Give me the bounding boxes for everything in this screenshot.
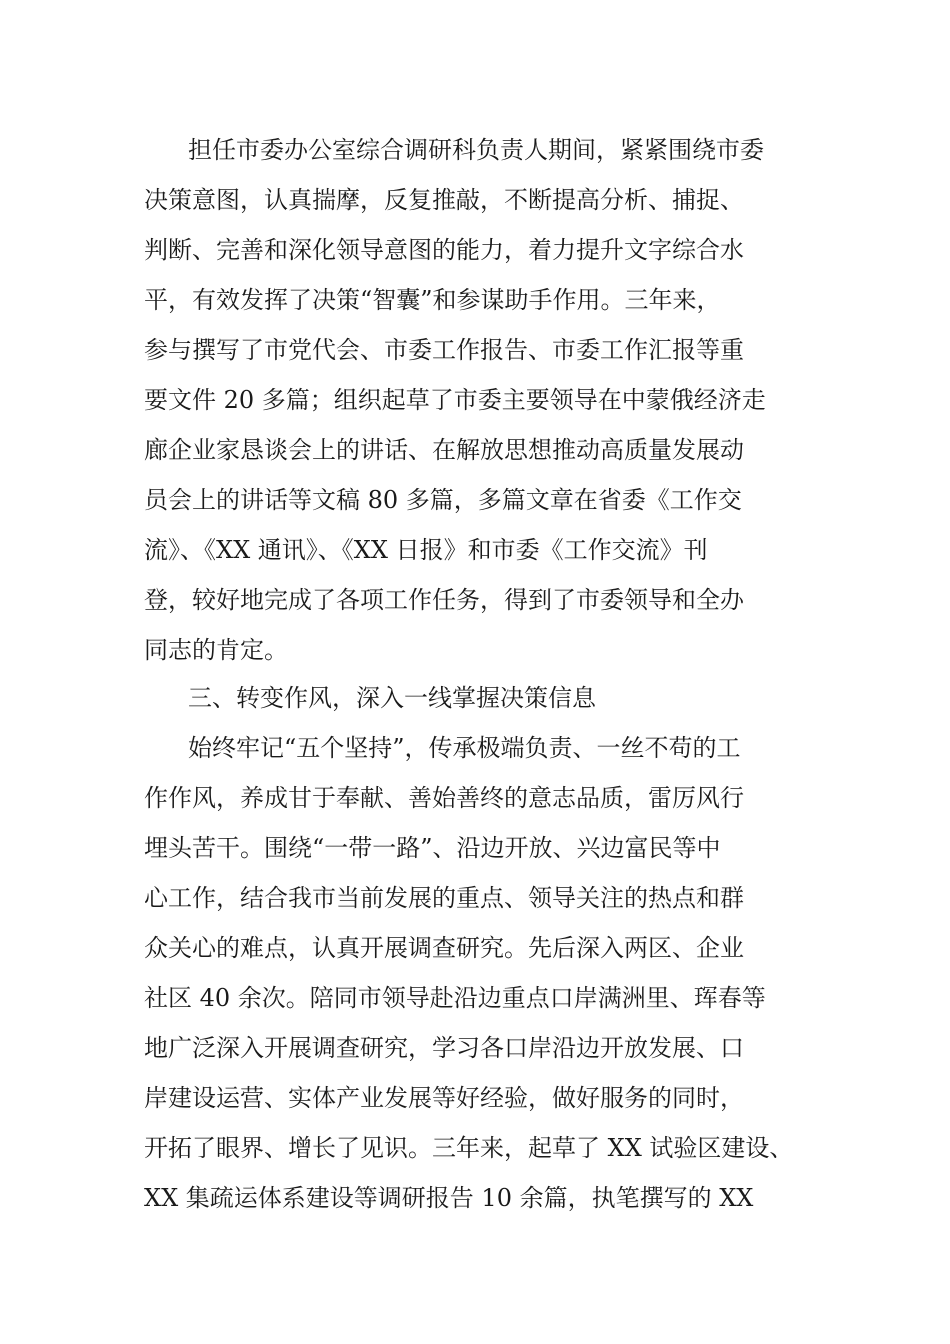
text-line: 登，较好地完成了各项工作任务，得到了市委领导和全办 <box>144 586 744 614</box>
text-line: 要文件 20 多篇；组织起草了市委主要领导在中蒙俄经济走 <box>144 386 766 414</box>
text-line: 员会上的讲话等文稿 80 多篇，多篇文章在省委《工作交 <box>144 486 742 514</box>
text-line: 流》、《XX 通讯》、《XX 日报》和市委《工作交流》刊 <box>144 536 708 564</box>
text-line: 判断、完善和深化领导意图的能力，着力提升文字综合水 <box>144 236 744 264</box>
text-line: 埋头苦干。围绕“一带一路”、沿边开放、兴边富民等中 <box>144 834 721 862</box>
text-line: 作作风，养成甘于奉献、善始善终的意志品质，雷厉风行 <box>144 784 744 812</box>
text-line: 地广泛深入开展调查研究，学习各口岸沿边开放发展、口 <box>144 1034 744 1062</box>
text-line: 始终牢记“五个坚持”，传承极端负责、一丝不苟的工 <box>188 734 741 762</box>
text-line: 决策意图，认真揣摩，反复推敲，不断提高分析、捕捉、 <box>144 186 744 214</box>
text-line: 参与撰写了市党代会、市委工作报告、市委工作汇报等重 <box>144 336 744 364</box>
text-line: 担任市委办公室综合调研科负责人期间，紧紧围绕市委 <box>188 136 764 164</box>
text-line: 社区 40 余次。陪同市领导赴沿边重点口岸满洲里、珲春等 <box>144 984 766 1012</box>
text-line: 平，有效发挥了决策“智囊”和参谋助手作用。三年来， <box>144 286 721 314</box>
text-line: XX 集疏运体系建设等调研报告 10 余篇，执笔撰写的 XX <box>144 1184 754 1212</box>
text-line: 众关心的难点，认真开展调查研究。先后深入两区、企业 <box>144 934 744 962</box>
text-line: 廊企业家恳谈会上的讲话、在解放思想推动高质量发展动 <box>144 436 744 464</box>
text-line: 岸建设运营、实体产业发展等好经验，做好服务的同时， <box>144 1084 744 1112</box>
text-line: 心工作，结合我市当前发展的重点、领导关注的热点和群 <box>144 884 744 912</box>
text-line: 同志的肯定。 <box>144 636 288 664</box>
section-heading: 三、转变作风，深入一线掌握决策信息 <box>188 684 596 712</box>
text-line: 开拓了眼界、增长了见识。三年来，起草了 XX 试验区建设、 <box>144 1134 794 1162</box>
